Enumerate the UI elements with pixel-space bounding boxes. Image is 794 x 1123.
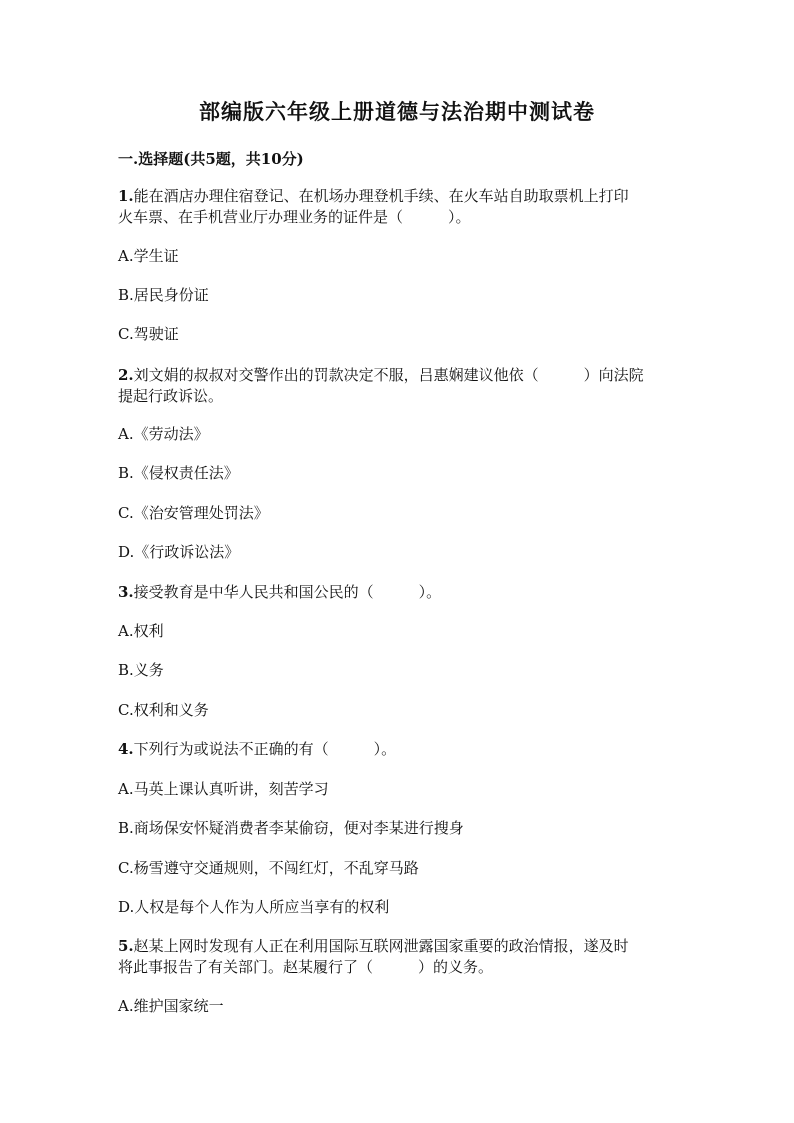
section-heading: 一.选择题(共5题，共10分) bbox=[118, 150, 304, 168]
option-b: B.商场保安怀疑消费者李某偷窃，便对李某进行搜身 bbox=[118, 819, 464, 837]
question-text-line1: 下列行为或说法不正确的有（ ）。 bbox=[133, 740, 397, 758]
question-number: 3. bbox=[118, 583, 134, 601]
option-c: C.权利和义务 bbox=[118, 701, 209, 719]
question-text-line1: 接受教育是中华人民共和国公民的（ ）。 bbox=[133, 583, 442, 601]
option-c: C.杨雪遵守交通规则，不闯红灯，不乱穿马路 bbox=[118, 859, 419, 877]
question-text-line1: 刘文娟的叔叔对交警作出的罚款决定不服，吕惠娴建议他依（ ）向法院 bbox=[133, 366, 644, 384]
question-4 bbox=[118, 739, 688, 760]
option-d: D.人权是每个人作为人所应当享有的权利 bbox=[118, 898, 390, 916]
question-5 bbox=[118, 936, 688, 978]
option-b: B.居民身份证 bbox=[118, 286, 209, 304]
question-text-line1: 能在酒店办理住宿登记、在机场办理登机手续、在火车站自助取票机上打印 bbox=[133, 187, 629, 205]
question-3 bbox=[118, 582, 688, 603]
question-text-line2: 提起行政诉讼。 bbox=[118, 387, 224, 405]
option-a: A.维护国家统一 bbox=[118, 997, 224, 1015]
question-text-line2: 火车票、在手机营业厅办理业务的证件是（ ）。 bbox=[118, 208, 471, 226]
option-b: B.《侵权责任法》 bbox=[118, 464, 239, 482]
option-a: A.学生证 bbox=[118, 247, 179, 265]
option-b: B.义务 bbox=[118, 661, 164, 679]
question-number: 2. bbox=[118, 366, 134, 384]
page-title: 部编版六年级上册道德与法治期中测试卷 bbox=[199, 99, 595, 124]
option-a: A.权利 bbox=[118, 622, 164, 640]
question-number: 1. bbox=[118, 187, 134, 205]
question-number: 5. bbox=[118, 937, 134, 955]
option-d: D.《行政诉讼法》 bbox=[118, 543, 240, 561]
question-text-line2: 将此事报告了有关部门。赵某履行了（ ）的义务。 bbox=[118, 958, 494, 976]
option-a: A.马英上课认真听讲，刻苦学习 bbox=[118, 780, 329, 798]
question-number: 4. bbox=[118, 740, 134, 758]
option-a: A.《劳动法》 bbox=[118, 425, 209, 443]
option-c: C.驾驶证 bbox=[118, 325, 179, 343]
option-c: C.《治安管理处罚法》 bbox=[118, 504, 269, 522]
question-1 bbox=[118, 186, 688, 228]
question-2 bbox=[118, 365, 688, 407]
question-text-line1: 赵某上网时发现有人正在利用国际互联网泄露国家重要的政治情报，遂及时 bbox=[133, 937, 629, 955]
